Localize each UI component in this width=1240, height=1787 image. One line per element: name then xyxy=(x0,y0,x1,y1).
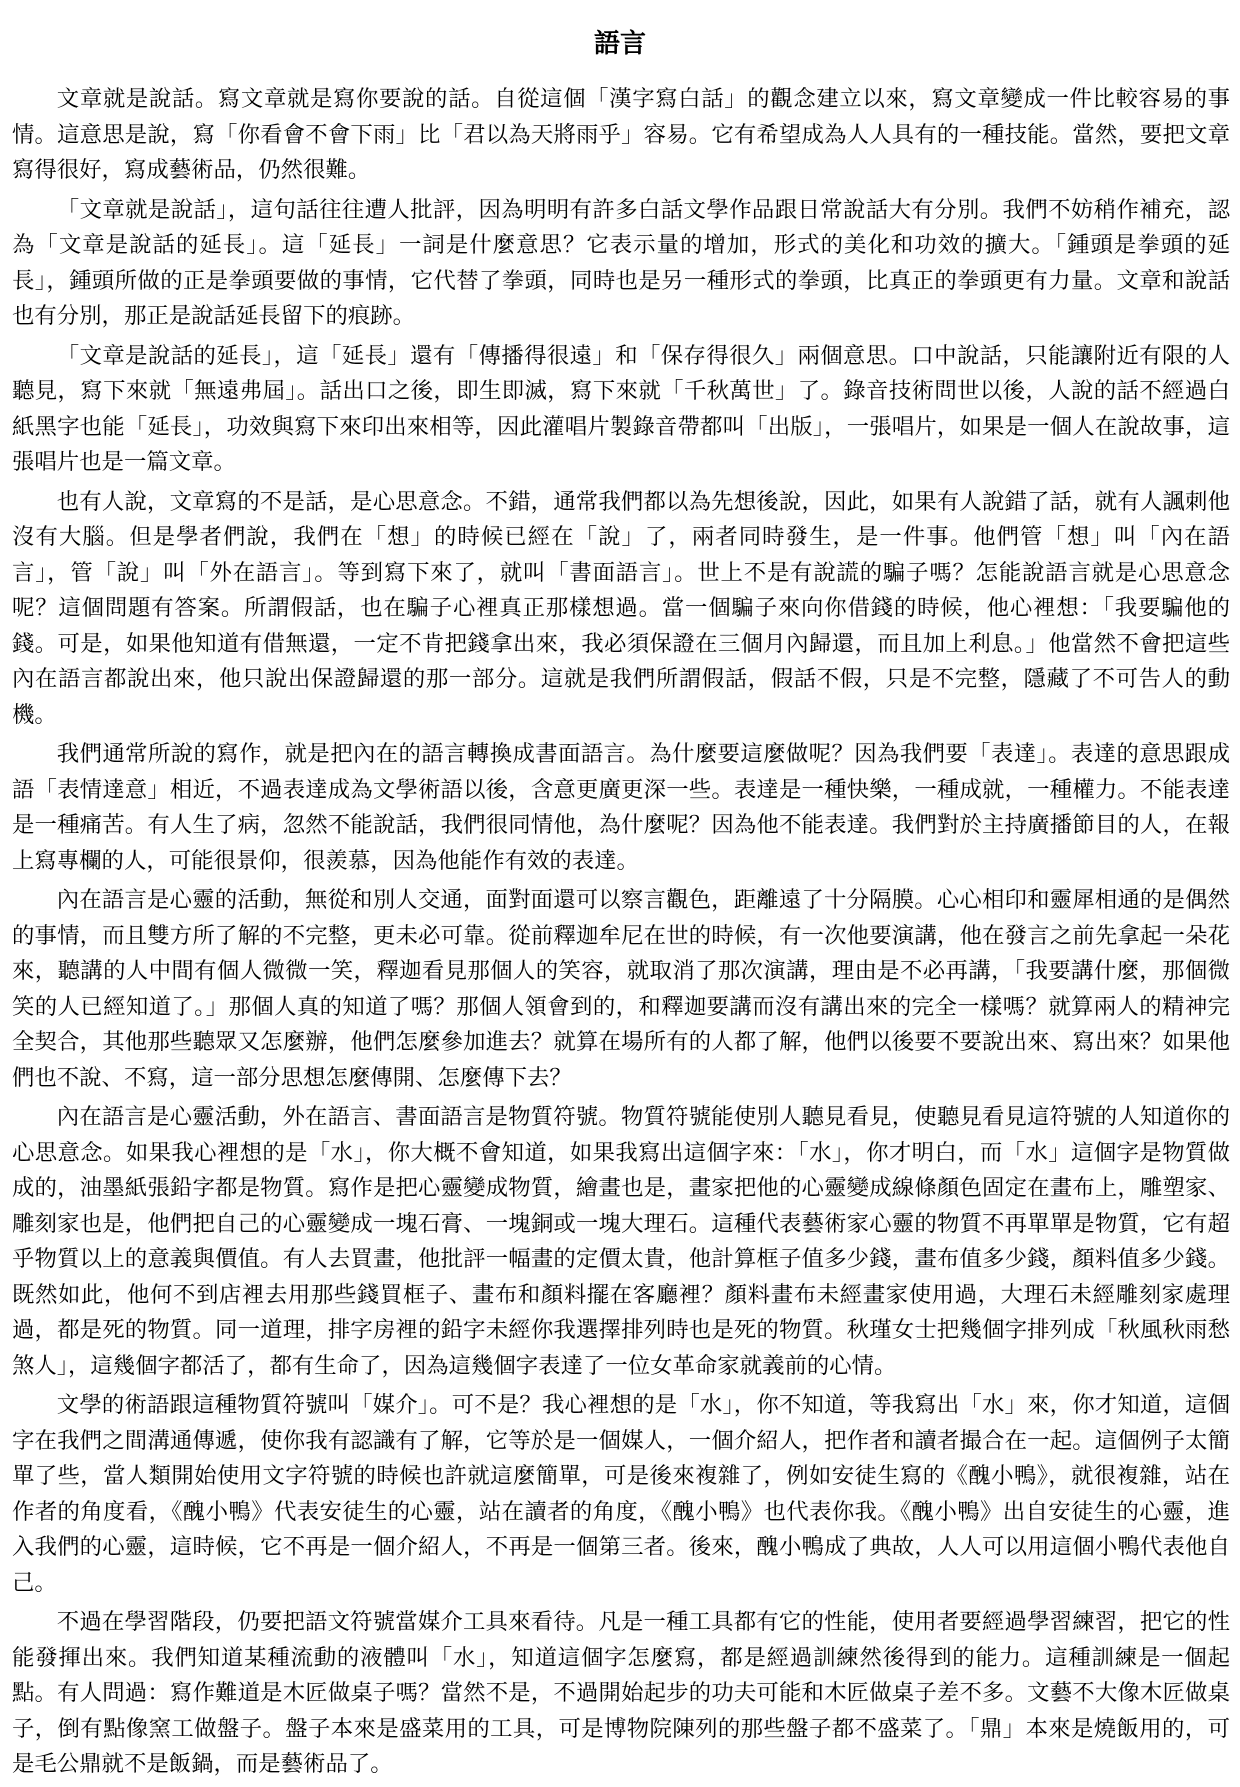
article-body xyxy=(12,82,1230,1787)
paragraph: 我們通常所說的寫作，就是把內在的語言轉換成書面語言。為什麼要這麼做呢？因為我們要「表達」。表達的意思跟成語「表情達意」相近，不過表達成為文學術語以後，含意更廣更深一些。表達是一種快樂，一種成就，一種權力。不能表達是一種痛苦。有人生了病，忽然不能說話，我們很同情他，為什麼呢？因為他不能表達。我們對於主持廣播節目的人，在報上寫專欄的人，可能很景仰，很羨慕，因為他能作有效的表達。 xyxy=(12,741,1230,874)
paragraph: 也有人說，文章寫的不是話，是心思意念。不錯，通常我們都以為先想後說，因此，如果有人說錯了話，就有人諷刺他沒有大腦。但是學者們說，我們在「想」的時候已經在「說」了，兩者同時發生，是一件事。他們管「想」叫「內在語言」，管「說」叫「外在語言」。等到寫下來了，就叫「書面語言」。世上不是有說謊的騙子嗎？怎能說語言就是心思意念呢？這個問題有答案。所謂假話，也在騙子心裡真正那樣想過。當一個騙子來向你借錢的時候，他心裡想：「我要騙他的錢。可是，如果他知道有借無還，一定不肯把錢拿出來，我必須保證在三個月內歸還，而且加上利息。」他當然不會把這些內在語言都說出來，他只說出保證歸還的那一部分。這就是我們所謂假話，假話不假，只是不完整，隱藏了不可告人的動機。 xyxy=(12,488,1230,728)
paragraph: 不過在學習階段，仍要把語文符號當媒介工具來看待。凡是一種工具都有它的性能，使用者要經過學習練習，把它的性能發揮出來。我們知道某種流動的液體叫「水」，知道這個字怎麼寫，都是經過訓練然後得到的能力。這種訓練是一個起點。有人問過：寫作難道是木匠做桌子嗎？當然不是，不過開始起步的功夫可能和木匠做桌子差不多。文藝不大像木匠做桌子，倒有點像窯工做盤子。盤子本來是盛菜用的工具，可是博物院陳列的那些盤子都不盛菜了。「鼎」本來是燒飯用的，可是毛公鼎就不是飯鍋，而是藝術品了。 xyxy=(12,1609,1230,1777)
paragraph: 文章就是說話。寫文章就是寫你要說的話。自從這個「漢字寫白話」的觀念建立以來，寫文章變成一件比較容易的事情。這意思是說，寫「你看會不會下雨」比「君以為天將雨乎」容易。它有希望成為人人具有的一種技能。當然，要把文章寫得很好，寫成藝術品，仍然很難。 xyxy=(12,86,1230,183)
paragraph: 內在語言是心靈活動，外在語言、書面語言是物質符號。物質符號能使別人聽見看見，使聽見看見這符號的人知道你的心思意念。如果我心裡想的是「水」，你大概不會知道，如果我寫出這個字來：「水」，你才明白，而「水」這個字是物質做成的，油墨紙張鉛字都是物質。寫作是把心靈變成物質，繪畫也是，畫家把他的心靈變成線條顏色固定在畫布上，雕塑家、雕刻家也是，他們把自己的心靈變成一塊石膏、一塊銅或一塊大理石。這種代表藝術家心靈的物質不再單單是物質，它有超乎物質以上的意義與價值。有人去買畫，他批評一幅畫的定價太貴，他計算框子值多少錢，畫布值多少錢，顏料值多少錢。既然如此，他何不到店裡去用那些錢買框子、畫布和顏料擺在客廳裡？顏料畫布未經畫家使用過，大理石未經雕刻家處理過，都是死的物質。同一道理，排字房裡的鉛字未經你我選擇排列時也是死的物質。秋瑾女士把幾個字排列成「秋風秋雨愁煞人」，這幾個字都活了，都有生命了，因為這幾個字表達了一位女革命家就義前的心情。 xyxy=(12,1104,1230,1379)
page-title: 語言 xyxy=(593,29,646,59)
paragraph: 文學的術語跟這種物質符號叫「媒介」。可不是？我心裡想的是「水」，你不知道，等我寫出「水」來，你才知道，這個字在我們之間溝通傳遞，使你我有認識有了解，它等於是一個媒人，一個介紹人，把作者和讀者撮合在一起。這個例子太簡單了些，當人類開始使用文字符號的時候也許就這麼簡單，可是後來複雜了，例如安徒生寫的《醜小鴨》，就很複雜，站在作者的角度看，《醜小鴨》代表安徒生的心靈，站在讀者的角度，《醜小鴨》也代表你我。《醜小鴨》出自安徒生的心靈，進入我們的心靈，這時候，它不再是一個介紹人，不再是一個第三者。後來，醜小鴨成了典故，人人可以用這個小鴨代表他自己。 xyxy=(12,1392,1230,1596)
paragraph: 內在語言是心靈的活動，無從和別人交通，面對面還可以察言觀色，距離遠了十分隔膜。心心相印和靈犀相通的是偶然的事情，而且雙方所了解的不完整，更未必可靠。從前釋迦牟尼在世的時候，有一次他要演講，他在發言之前先拿起一朵花來，聽講的人中間有個人微微一笑，釋迦看見那個人的笑容，就取消了那次演講，理由是不必再講，「我要講什麼，那個微笑的人已經知道了。」那個人真的知道了嗎？那個人領會到的，和釋迦要講而沒有講出來的完全一樣嗎？就算兩人的精神完全契合，其他那些聽眾又怎麼辦，他們怎麼參加進去？就算在場所有的人都了解，他們以後要不要說出來、寫出來？如果他們也不說、不寫，這一部分思想怎麼傳開、怎麼傳下去？ xyxy=(12,887,1230,1091)
paragraph: 「文章就是說話」，這句話往往遭人批評，因為明明有許多白話文學作品跟日常說話大有分別。我們不妨稍作補充，認為「文章是說話的延長」。這「延長」一詞是什麼意思？它表示量的增加，形式的美化和功效的擴大。「鍾頭是拳頭的延長」，鍾頭所做的正是拳頭要做的事情，它代替了拳頭，同時也是另一種形式的拳頭，比真正的拳頭更有力量。文章和說話也有分別，那正是說話延長留下的痕跡。 xyxy=(12,196,1230,329)
paragraph: 「文章是說話的延長」，這「延長」還有「傳播得很遠」和「保存得很久」兩個意思。口中說話，只能讓附近有限的人聽見，寫下來就「無遠弗屆」。話出口之後，即生即滅，寫下來就「千秋萬世」了。錄音技術問世以後，人說的話不經過白紙黑字也能「延長」，功效與寫下來印出來相等，因此灌唱片製錄音帶都叫「出版」，一張唱片，如果是一個人在說故事，這張唱片也是一篇文章。 xyxy=(12,342,1230,475)
